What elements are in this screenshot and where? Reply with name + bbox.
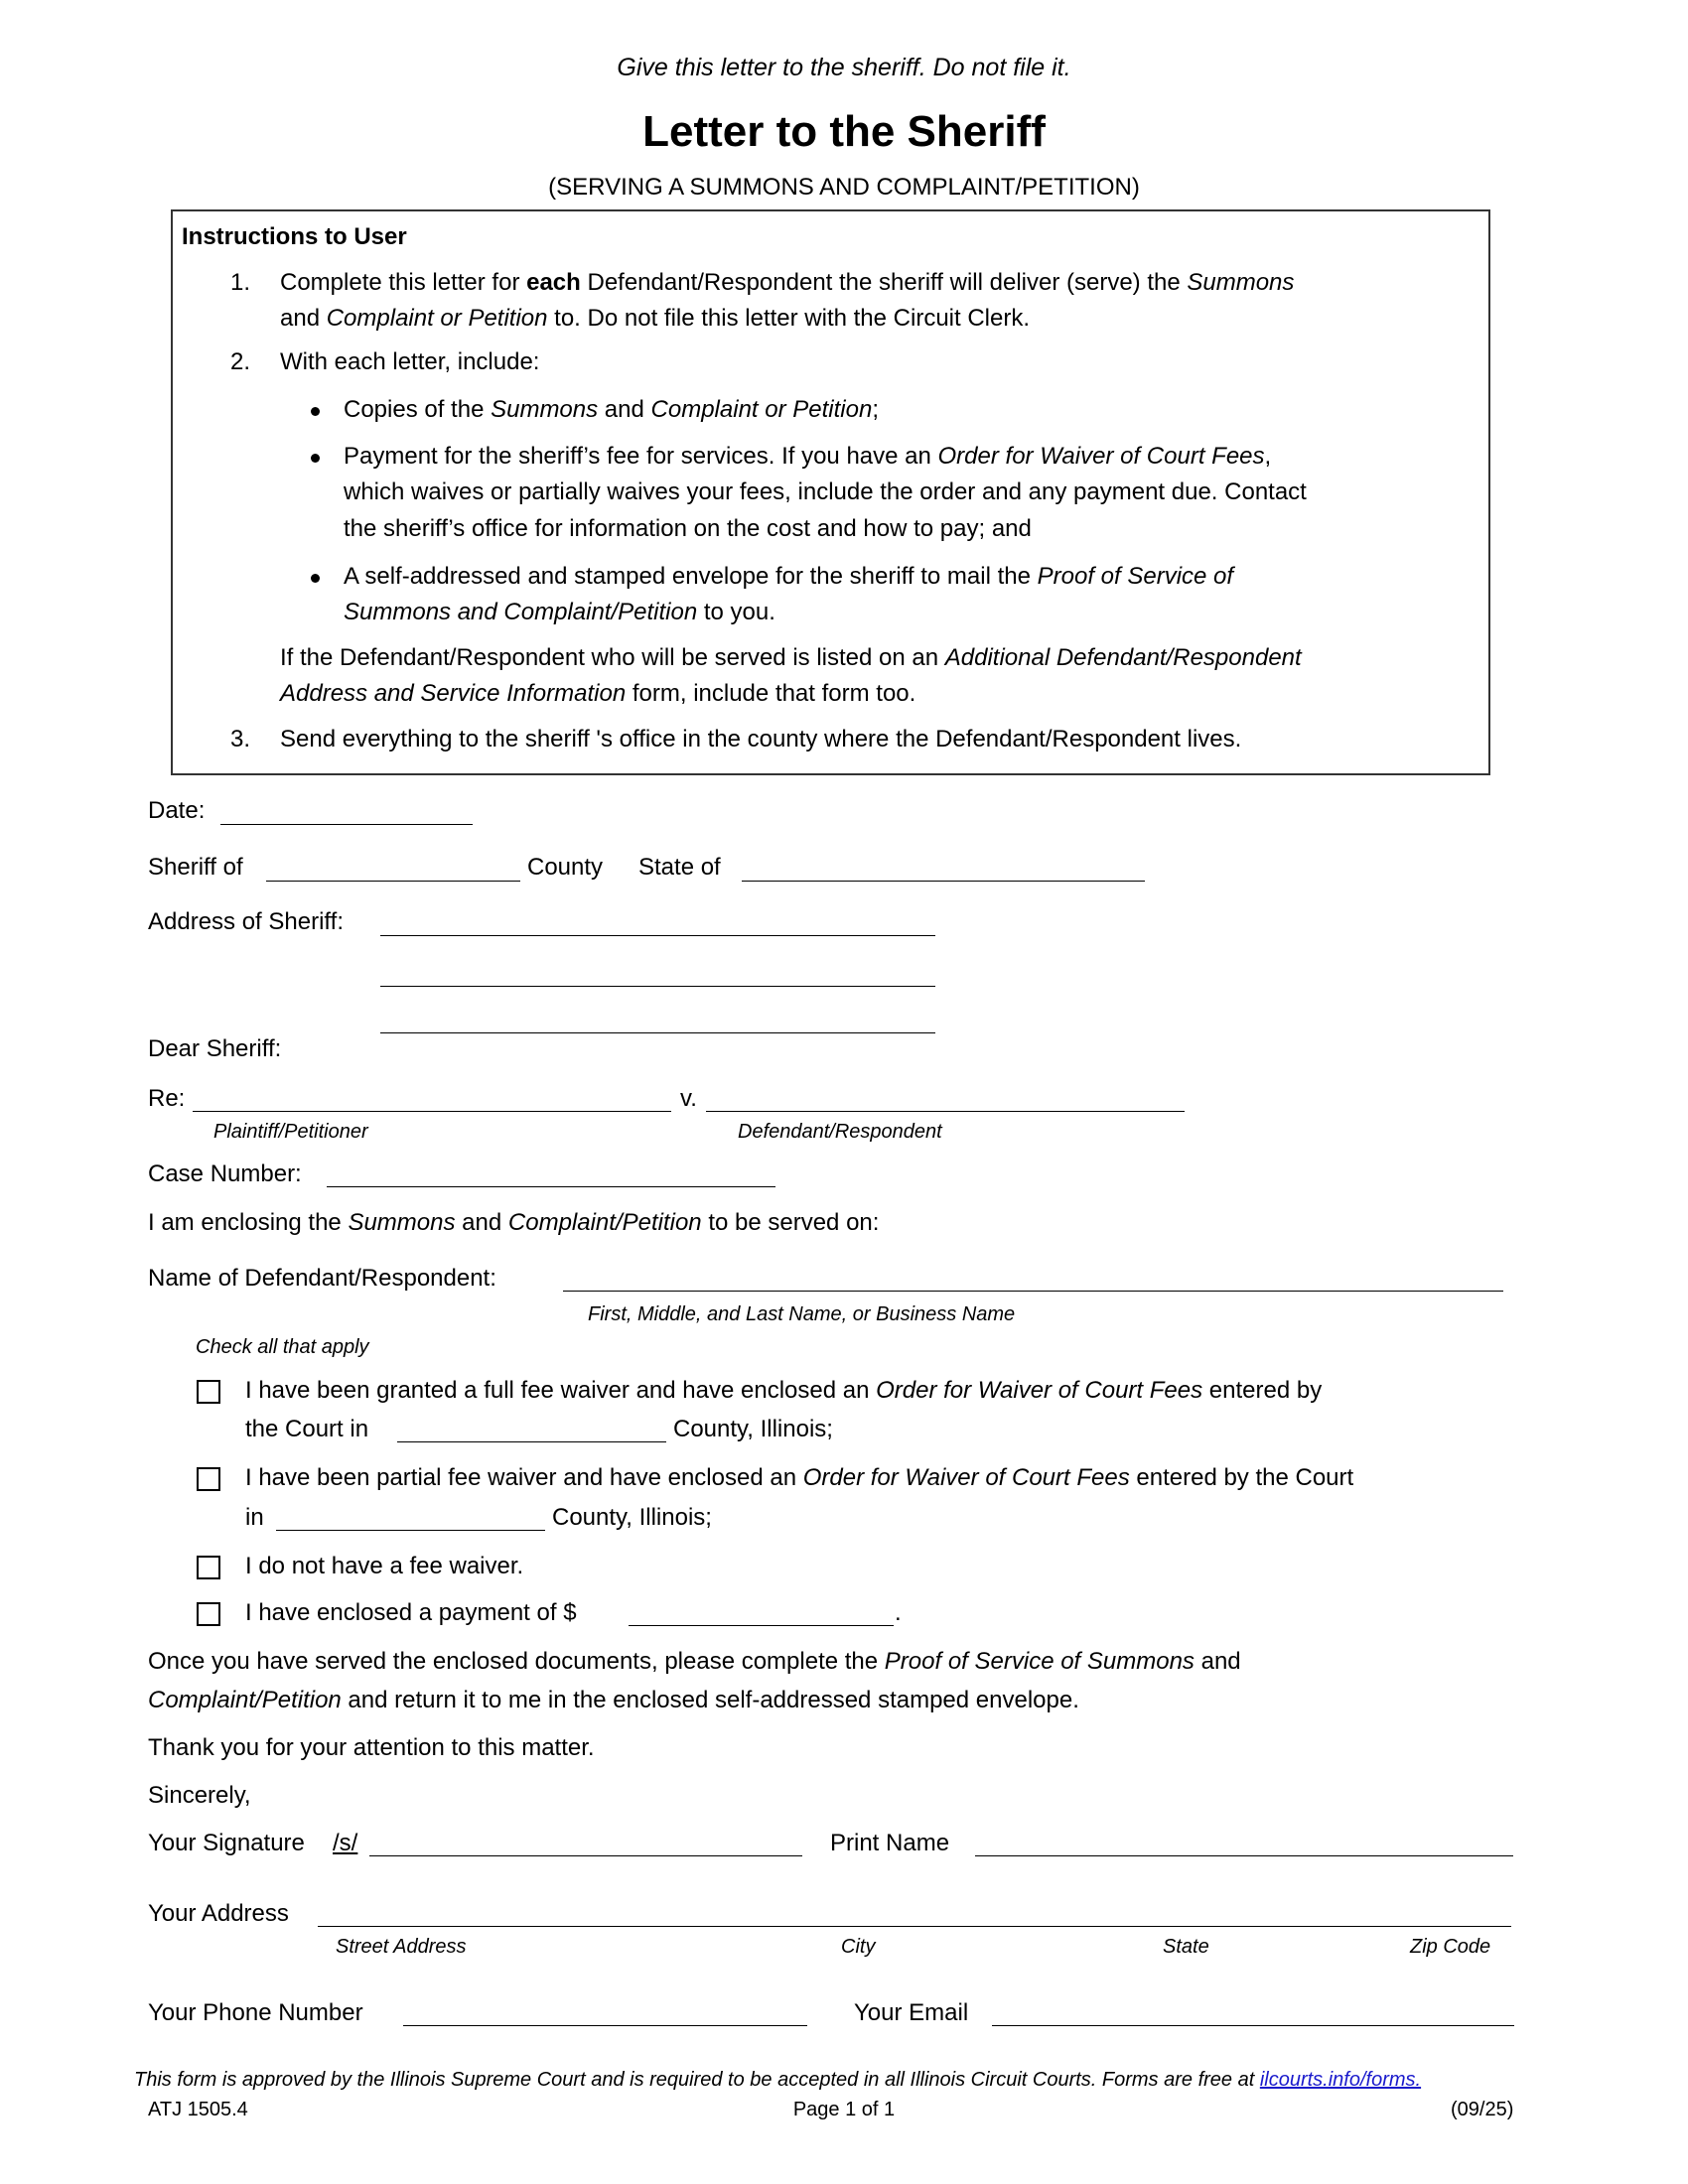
signature-prefix: /s/ (333, 1830, 358, 1856)
phone-label: Your Phone Number (148, 1999, 363, 2026)
bullet-3-line-1 (344, 563, 1233, 591)
sincerely: Sincerely, (148, 1782, 251, 1809)
full-fee-waiver-court-label: the Court in (245, 1416, 369, 1442)
emphasized-text: Proof of Service of Summons (884, 1648, 1195, 1675)
text-run: the sheriff’s office for information on the cost and how to pay; and (344, 515, 1032, 542)
instruction-1-line-2 (280, 305, 1030, 333)
date-field[interactable] (220, 824, 473, 825)
partial-fee-waiver-county-field[interactable] (276, 1530, 545, 1531)
no-fee-waiver-text: I do not have a fee waiver. (245, 1553, 524, 1579)
street-caption: Street Address (336, 1936, 467, 1958)
state-caption: State (1163, 1936, 1209, 1958)
signature-field[interactable] (369, 1855, 802, 1856)
bullet-2-line-1 (344, 443, 1271, 471)
address-of-sheriff-label: Address of Sheriff: (148, 908, 344, 935)
sheriff-state-field[interactable] (742, 881, 1145, 882)
sheriff-address-line-3[interactable] (380, 1032, 935, 1033)
bullet-2-line-3 (344, 515, 1032, 543)
text-run: If the Defendant/Respondent who will be served is listed on an (280, 644, 945, 671)
payment-checkbox[interactable] (197, 1602, 220, 1626)
bullet-3-line-2 (344, 599, 775, 626)
zip-caption: Zip Code (1410, 1936, 1491, 1958)
emphasized-text: Summons and Complaint/Petition (344, 599, 698, 625)
text-run: ; (872, 396, 879, 423)
defendant-name-label: Name of Defendant/Respondent: (148, 1265, 496, 1292)
text-run: I have been partial fee waiver and have enclosed an (245, 1464, 803, 1491)
bullet-icon (311, 407, 320, 416)
enclosing-statement (148, 1209, 879, 1237)
emphasized-text: Complaint or Petition (650, 396, 873, 423)
email-field[interactable] (992, 2025, 1514, 2026)
text-run: Defendant/Respondent the sheriff will deliver (serve) the (580, 269, 1188, 296)
emphasized-text: Complaint or Petition (326, 305, 548, 332)
city-caption: City (841, 1936, 876, 1958)
defendant-name-field[interactable] (563, 1291, 1503, 1292)
emphasized-text: Summons (491, 396, 599, 423)
phone-field[interactable] (403, 2025, 807, 2026)
sheriff-of-label: Sheriff of (148, 854, 243, 881)
state-of-label: State of (638, 854, 721, 881)
page-title: Letter to the Sheriff (642, 107, 1046, 156)
additional-note-line-1 (280, 644, 1302, 672)
partial-fee-waiver-text (245, 1464, 1353, 1492)
instruction-3 (280, 726, 1241, 753)
emphasized-text: Additional Defendant/Respondent (944, 644, 1302, 671)
bullet-icon (311, 574, 320, 583)
text-run: , (1264, 443, 1272, 470)
text-run: which waives or partially waives your fees, include the order and any payment due. Contact (344, 478, 1307, 505)
page-subtitle: (SERVING A SUMMONS AND COMPLAINT/PETITION) (548, 174, 1140, 201)
partial-fee-waiver-in-label: in (245, 1504, 264, 1531)
versus-label: v. (680, 1085, 697, 1112)
text-run: A self-addressed and stamped envelope for the sheriff to mail the (344, 563, 1038, 590)
text-run: and (280, 305, 327, 332)
notice: Give this letter to the sheriff. Do not file it. (617, 54, 1071, 81)
full-fee-waiver-checkbox[interactable] (197, 1380, 220, 1404)
sheriff-address-line-2[interactable] (380, 986, 935, 987)
instruction-2 (280, 348, 539, 376)
payment-text: I have enclosed a payment of $ (245, 1599, 577, 1626)
payment-amount-field[interactable] (629, 1625, 894, 1626)
text-run: entered by the Court (1129, 1464, 1354, 1491)
your-address-label: Your Address (148, 1900, 289, 1927)
defendant-caption: Defendant/Respondent (738, 1121, 942, 1143)
text-run: to you. (697, 599, 775, 625)
sheriff-address-line-1[interactable] (380, 935, 935, 936)
closing-request-line-1 (148, 1648, 1241, 1676)
print-name-field[interactable] (975, 1855, 1513, 1856)
bullet-2-line-2 (344, 478, 1307, 506)
page-number: Page 1 of 1 (792, 2099, 896, 2120)
partial-fee-waiver-checkbox[interactable] (197, 1467, 220, 1491)
email-label: Your Email (854, 1999, 969, 2026)
instructions-heading: Instructions to User (182, 223, 407, 250)
form-id: ATJ 1505.4 (148, 2099, 248, 2120)
text-run: form, include that form too. (626, 680, 916, 707)
closing-request-line-2 (148, 1687, 1079, 1714)
text-run: entered by (1202, 1377, 1323, 1404)
county-label: County (527, 854, 604, 881)
text-run: and return it to me in the enclosed self-addressed stamped envelope. (341, 1687, 1079, 1713)
item-number: 1. (230, 269, 251, 296)
case-number-field[interactable] (327, 1186, 775, 1187)
emphasized-text: Summons (348, 1209, 456, 1236)
defendant-name-caption: First, Middle, and Last Name, or Business Name (588, 1303, 1016, 1325)
item-number: 2. (230, 348, 251, 375)
emphasized-text: Summons (1187, 269, 1295, 296)
text-run: and (1194, 1648, 1241, 1675)
forms-link[interactable]: ilcourts.info/forms. (1259, 2069, 1422, 2091)
form-version: (09/25) (1451, 2099, 1514, 2120)
text-run: Payment for the sheriff’s fee for services. If you have an (344, 443, 938, 470)
signature-label: Your Signature (148, 1830, 305, 1856)
text-run: Copies of the (344, 396, 492, 423)
full-fee-waiver-county-label: County, Illinois; (673, 1416, 833, 1442)
thanks: Thank you for your attention to this matter. (148, 1734, 595, 1761)
full-fee-waiver-county-field[interactable] (397, 1441, 666, 1442)
emphasized-text: Complaint/Petition (148, 1687, 342, 1713)
text-run: With each letter, include: (280, 348, 540, 375)
emphasized-text: Order for Waiver of Court Fees (937, 443, 1265, 470)
partial-fee-waiver-county-label: County, Illinois; (552, 1504, 712, 1531)
item-number: 3. (230, 726, 251, 752)
text-run: and (455, 1209, 508, 1236)
instruction-1-line-1 (280, 269, 1294, 297)
emphasized-text: Proof of Service of (1037, 563, 1234, 590)
plaintiff-caption: Plaintiff/Petitioner (213, 1121, 368, 1143)
your-address-field[interactable] (318, 1926, 1511, 1927)
text-run: Complete this letter for (280, 269, 527, 296)
text-run: to be served on: (701, 1209, 880, 1236)
text-run: and (598, 396, 651, 423)
text-run: I am enclosing the (148, 1209, 349, 1236)
plaintiff-field[interactable] (193, 1111, 671, 1112)
sheriff-county-field[interactable] (266, 881, 520, 882)
no-fee-waiver-checkbox[interactable] (197, 1556, 220, 1579)
emphasized-text: Order for Waiver of Court Fees (876, 1377, 1203, 1404)
salutation: Dear Sheriff: (148, 1035, 282, 1062)
text-run: to. Do not file this letter with the Circuit Clerk. (547, 305, 1031, 332)
print-name-label: Print Name (830, 1830, 950, 1856)
emphasized-text: Complaint/Petition (507, 1209, 702, 1236)
defendant-field[interactable] (706, 1111, 1185, 1112)
full-fee-waiver-text (245, 1377, 1322, 1405)
check-all-caption: Check all that apply (196, 1336, 369, 1358)
case-number-label: Case Number: (148, 1160, 302, 1187)
approval-text: This form is approved by the Illinois Supreme Court and is required to be accepted in all Illinois Circuit Courts. Forms are free at (134, 2069, 1260, 2091)
approval-notice (134, 2068, 1421, 2092)
date-label: Date: (148, 797, 206, 824)
bullet-icon (311, 454, 320, 463)
bold-text: each (526, 269, 581, 296)
text-run: I have been granted a full fee waiver and have enclosed an (245, 1377, 877, 1404)
payment-period: . (895, 1599, 902, 1626)
additional-note-line-2 (280, 680, 915, 708)
bullet-1 (344, 396, 879, 424)
re-label: Re: (148, 1085, 186, 1112)
emphasized-text: Order for Waiver of Court Fees (802, 1464, 1130, 1491)
text-run: Once you have served the enclosed documents, please complete the (148, 1648, 885, 1675)
text-run: Send everything to the sheriff 's office in the county where the Defendant/Respondent lives. (280, 726, 1242, 752)
emphasized-text: Address and Service Information (280, 680, 627, 707)
